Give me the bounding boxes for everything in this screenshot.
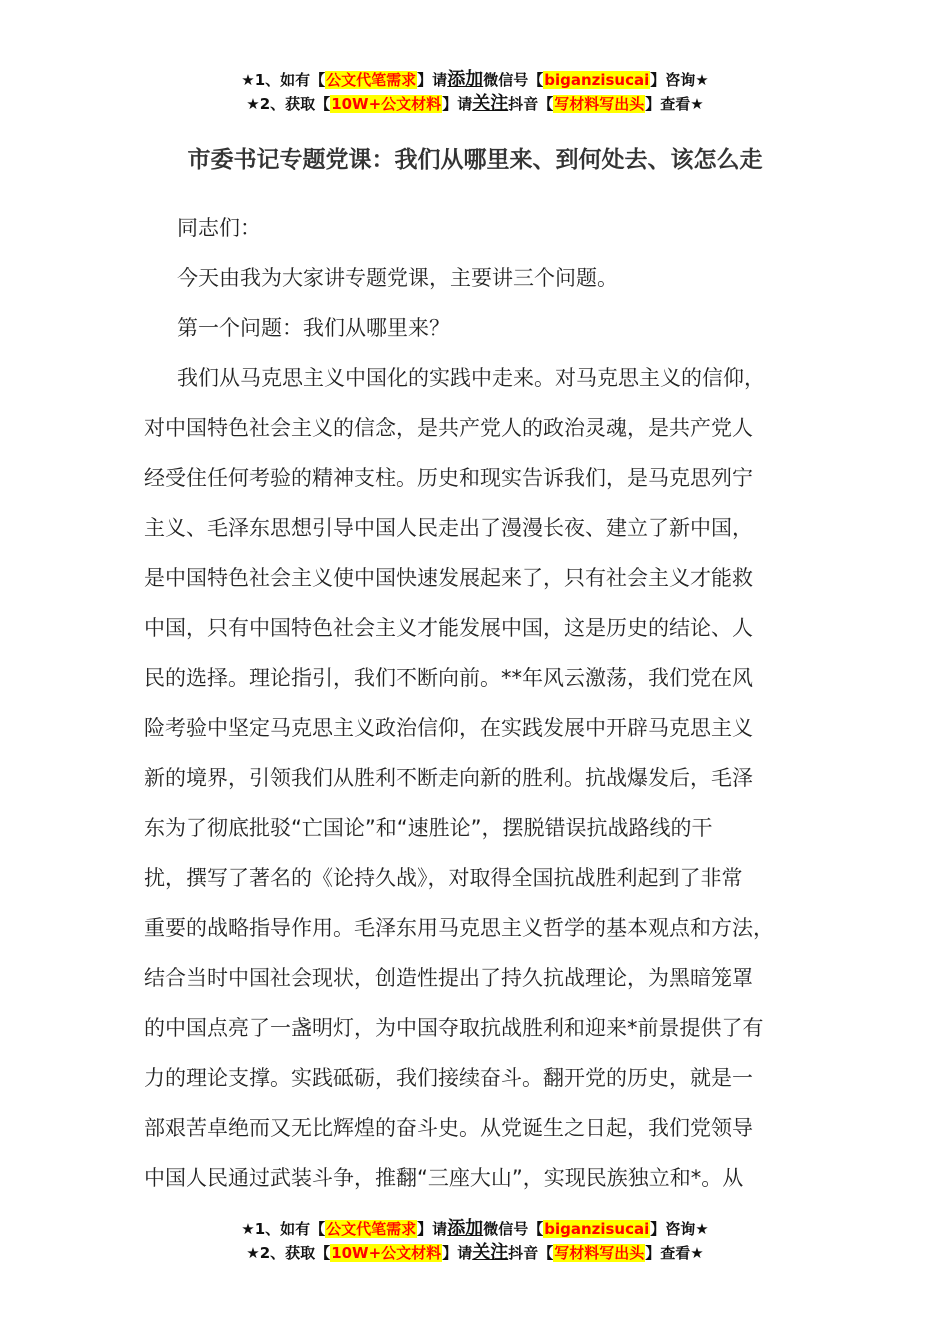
emphasized-text: 关注 <box>472 1242 509 1263</box>
promo-text: ★2、获取【 <box>246 1244 331 1262</box>
highlighted-text: 公文代笔需求 <box>326 1220 417 1238</box>
promo-text: ★1、如有【 <box>241 1220 326 1238</box>
section-heading: 第一个问题：我们从哪里来？ <box>177 316 450 340</box>
paragraph-line: 是中国特色社会主义使中国快速发展起来了，只有社会主义才能救 <box>144 566 753 590</box>
paragraph-line: 东为了彻底批驳“亡国论”和“速胜论”，摆脱错误抗战路线的干 <box>144 816 713 840</box>
highlighted-text: 10W+公文材料 <box>331 1244 442 1262</box>
promo-line-1 <box>0 68 950 92</box>
wechat-id: biganzisucai <box>544 71 650 89</box>
paragraph-line: 力的理论支撑。实践砥砺，我们接续奋斗。翻开党的历史，就是一 <box>144 1066 753 1090</box>
document-title: 市委书记专题党课：我们从哪里来、到何处去、该怎么走 <box>187 147 763 173</box>
emphasized-text: 添加 <box>447 1218 484 1239</box>
wechat-id: biganzisucai <box>544 1220 650 1238</box>
promo-text: 微信号【 <box>483 71 544 89</box>
paragraph-line: 我们从马克思主义中国化的实践中走来。对马克思主义的信仰， <box>177 366 765 390</box>
promo-line-2 <box>0 92 950 116</box>
promo-line-2 <box>0 1241 950 1265</box>
promo-text: 抖音【 <box>508 95 554 113</box>
paragraph-line: 经受住任何考验的精神支柱。历史和现实告诉我们，是马克思列宁 <box>144 466 753 490</box>
promo-line-1 <box>0 1217 950 1241</box>
promo-text: ★1、如有【 <box>241 71 326 89</box>
douyin-account: 写材料写出头 <box>554 1244 645 1262</box>
promo-text: 微信号【 <box>483 1220 544 1238</box>
paragraph-line: 新的境界，引领我们从胜利不断走向新的胜利。抗战爆发后，毛泽 <box>144 766 753 790</box>
promo-text: 】请 <box>417 1220 448 1238</box>
document-body <box>144 203 804 1203</box>
douyin-account: 写材料写出头 <box>554 95 645 113</box>
promo-text: 】请 <box>442 1244 473 1262</box>
promo-text: 】咨询★ <box>650 1220 709 1238</box>
intro-paragraph: 今天由我为大家讲专题党课，主要讲三个问题。 <box>177 266 618 290</box>
paragraph-line: 重要的战略指导作用。毛泽东用马克思主义哲学的基本观点和方法， <box>144 916 774 940</box>
paragraph-line: 民的选择。理论指引，我们不断向前。**年风云激荡，我们党在风 <box>144 666 753 690</box>
header-promo-banner <box>0 68 950 116</box>
promo-text: 】请 <box>442 95 473 113</box>
promo-text: 】查看★ <box>645 95 704 113</box>
promo-text: 】查看★ <box>645 1244 704 1262</box>
paragraph-line: 的中国点亮了一盏明灯，为中国夺取抗战胜利和迎来*前景提供了有 <box>144 1016 764 1040</box>
footer-promo-banner <box>0 1217 950 1265</box>
highlighted-text: 10W+公文材料 <box>331 95 442 113</box>
promo-text: 抖音【 <box>508 1244 554 1262</box>
paragraph-line: 险考验中坚定马克思主义政治信仰，在实践发展中开辟马克思主义 <box>144 716 753 740</box>
paragraph-line: 扰，撰写了著名的《论持久战》，对取得全国抗战胜利起到了非常 <box>144 866 743 890</box>
paragraph-line: 中国人民通过武装斗争，推翻“三座大山”，实现民族独立和*。从 <box>144 1166 744 1190</box>
emphasized-text: 添加 <box>447 69 484 90</box>
promo-text: ★2、获取【 <box>246 95 331 113</box>
paragraph-line: 对中国特色社会主义的信念，是共产党人的政治灵魂，是共产党人 <box>144 416 753 440</box>
emphasized-text: 关注 <box>472 93 509 114</box>
salutation: 同志们： <box>177 216 261 240</box>
paragraph-line: 主义、毛泽东思想引导中国人民走出了漫漫长夜、建立了新中国， <box>144 516 753 540</box>
paragraph-line: 部艰苦卓绝而又无比辉煌的奋斗史。从党诞生之日起，我们党领导 <box>144 1116 753 1140</box>
paragraph-line: 中国，只有中国特色社会主义才能发展中国，这是历史的结论、人 <box>144 616 753 640</box>
highlighted-text: 公文代笔需求 <box>326 71 417 89</box>
promo-text: 】请 <box>417 71 448 89</box>
paragraph-line: 结合当时中国社会现状，创造性提出了持久抗战理论，为黑暗笼罩 <box>144 966 753 990</box>
promo-text: 】咨询★ <box>650 71 709 89</box>
